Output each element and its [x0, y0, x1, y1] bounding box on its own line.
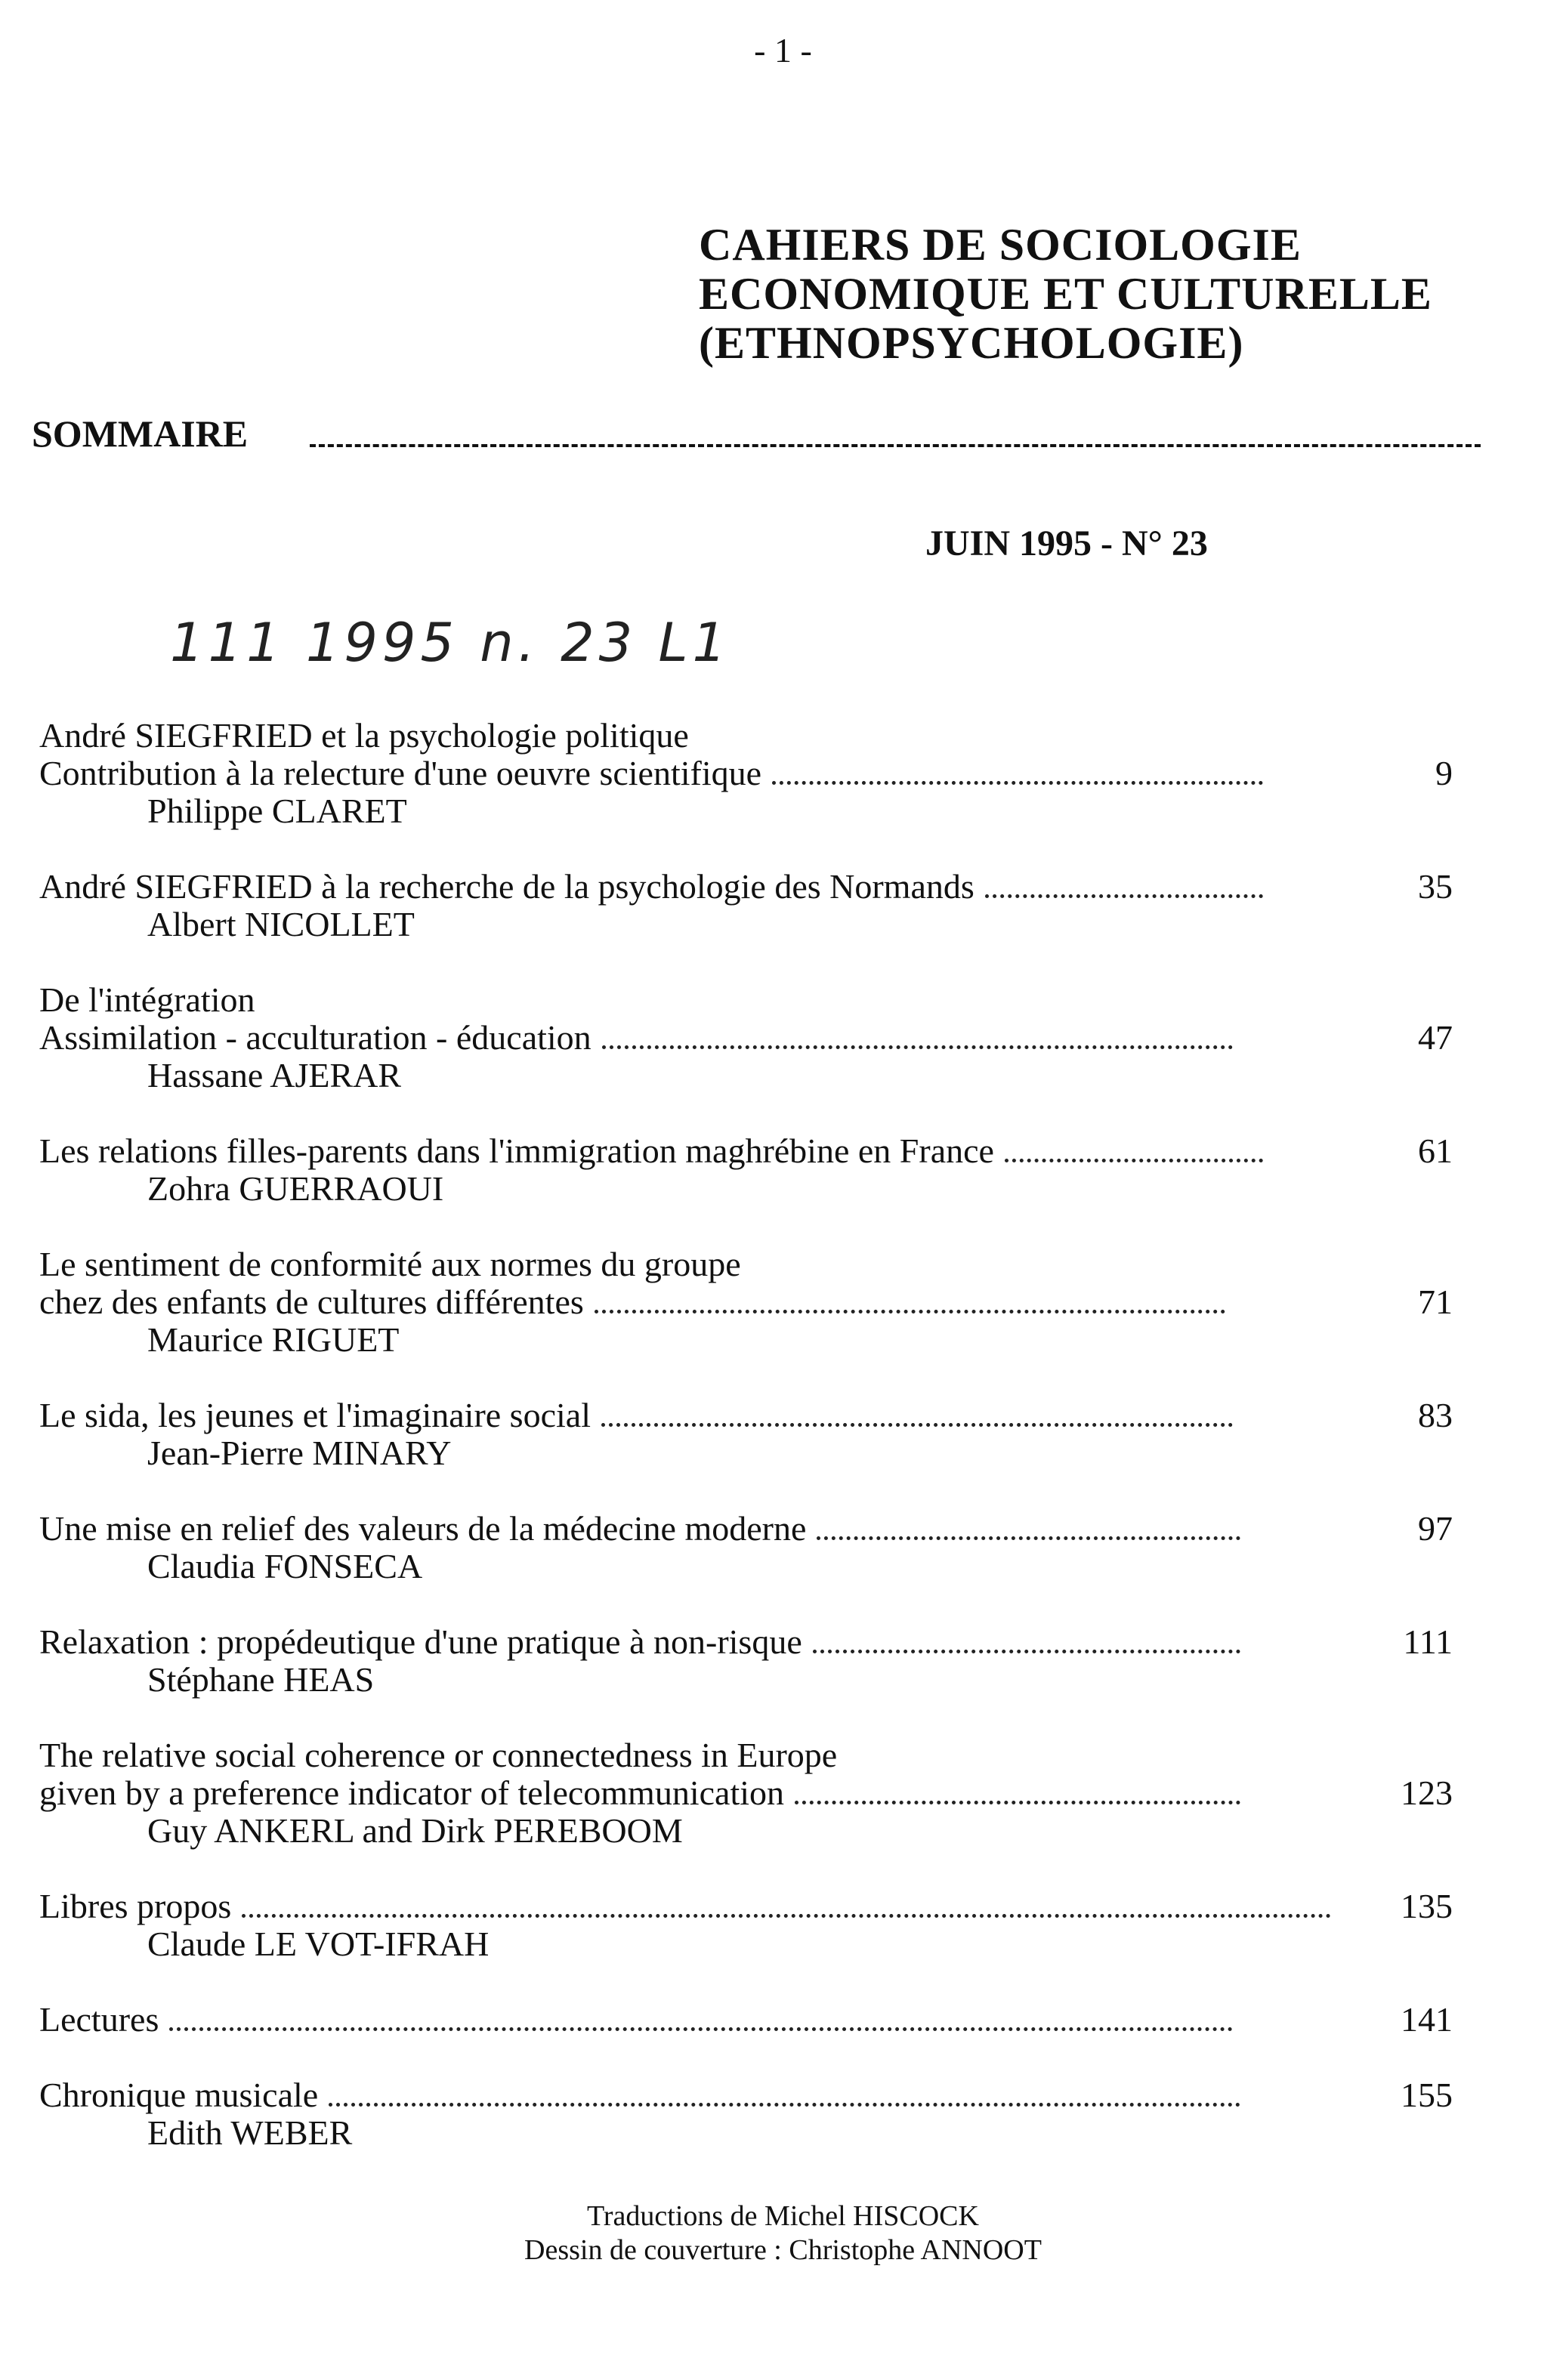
toc-entry-title: André SIEGFRIED à la recherche de la psychologie des Normands — [39, 866, 1271, 906]
toc-entry-page: 123 — [1401, 1773, 1453, 1812]
toc-entry-page: 61 — [1418, 1131, 1453, 1170]
toc-entry-title-line: Le sentiment de conformité aux normes du groupe — [39, 1245, 741, 1283]
toc-entry-title: Une mise en relief des valeurs de la médecine moderne — [39, 1508, 1248, 1548]
handwritten-note: 111 1995 n. 23 L1 — [170, 612, 730, 674]
toc-entry-page: 141 — [1401, 2000, 1453, 2039]
toc-entry-page: 71 — [1418, 1283, 1453, 1321]
toc-entry-title: Le sida, les jeunes et l'imaginaire social — [39, 1395, 1240, 1435]
toc-entry-title: Contribution à la relecture d'une oeuvre scientifique — [39, 753, 1271, 793]
toc-entry-page: 35 — [1418, 867, 1453, 906]
toc-entry-author: Stéphane HEAS — [147, 1660, 375, 1699]
toc-entry-author: Albert NICOLLET — [147, 905, 415, 943]
toc-entry-author: Zohra GUERRAOUI — [147, 1169, 444, 1208]
toc-entry-author: Maurice RIGUET — [147, 1320, 400, 1359]
toc-entry-page: 83 — [1418, 1396, 1453, 1434]
toc-entry-page: 97 — [1418, 1509, 1453, 1548]
summary-divider — [310, 444, 1481, 447]
toc-entry-title: Lectures — [39, 1999, 1240, 2039]
toc-entry-title: Libres propos — [39, 1886, 1339, 1926]
toc-entry-title: Les relations filles-parents dans l'immigration maghrébine en France — [39, 1131, 1271, 1171]
toc-entry-author: Claudia FONSECA — [147, 1547, 423, 1585]
toc-entry-title-line: De l'intégration — [39, 980, 255, 1019]
toc-entry-page: 47 — [1418, 1018, 1453, 1057]
toc-entry-title-line: The relative social coherence or connectedness in Europe — [39, 1736, 838, 1774]
toc-entry-title: given by a preference indicator of telecommunication — [39, 1773, 1248, 1813]
toc-entry-author: Edith WEBER — [147, 2113, 353, 2152]
issue-date: JUIN 1995 - N° 23 — [925, 523, 1208, 563]
toc-entry-page: 9 — [1435, 754, 1453, 792]
toc-entry-title: Assimilation - acculturation - éducation — [39, 1017, 1240, 1057]
toc-entry-title-line: André SIEGFRIED et la psychologie politique — [39, 716, 689, 755]
toc-entry-author: Jean-Pierre MINARY — [147, 1434, 452, 1472]
page-number: - 1 - — [754, 31, 812, 69]
journal-title-line-3: (ETHNOPSYCHOLOGIE) — [699, 318, 1244, 368]
toc-entry-title: Relaxation : propédeutique d'une pratique à non-risque — [39, 1622, 1248, 1662]
cover-credit: Dessin de couverture : Christophe ANNOOT — [524, 2234, 1042, 2266]
toc-entry-page: 135 — [1401, 1887, 1453, 1925]
toc-entry-title: Chronique musicale — [39, 2075, 1248, 2115]
toc-entry-author: Hassane AJERAR — [147, 1056, 402, 1094]
toc-entry-author: Claude LE VOT-IFRAH — [147, 1925, 490, 1963]
journal-title-line-1: CAHIERS DE SOCIOLOGIE — [699, 220, 1302, 270]
translation-credit: Traductions de Michel HISCOCK — [587, 2200, 979, 2232]
toc-entry-author: Guy ANKERL and Dirk PEREBOOM — [147, 1811, 683, 1850]
toc-entry-author: Philippe CLARET — [147, 792, 407, 830]
journal-title-line-2: ECONOMIQUE ET CULTURELLE — [699, 269, 1432, 319]
toc-entry-page: 111 — [1403, 1622, 1453, 1661]
toc-entry-page: 155 — [1401, 2076, 1453, 2114]
summary-heading: SOMMAIRE — [32, 412, 249, 455]
toc-entry-title: chez des enfants de cultures différentes — [39, 1282, 1233, 1322]
